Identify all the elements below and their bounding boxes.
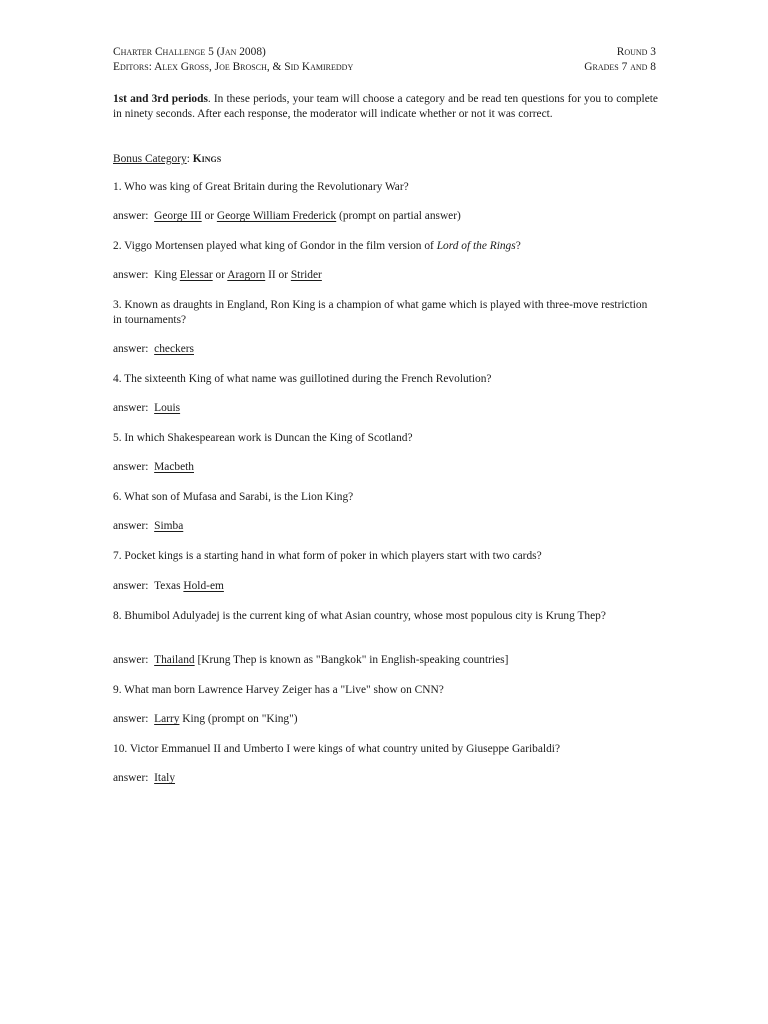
answer-8-primary: Thailand: [154, 654, 195, 666]
question-6: 6. What son of Mufasa and Sarabi, is the Lion King?: [113, 491, 354, 503]
answer-1-note: (prompt on partial answer): [336, 210, 461, 222]
answer-5-primary: Macbeth: [154, 461, 194, 473]
answer-7: [113, 579, 658, 594]
question-2-end: ?: [515, 240, 521, 252]
intro-bold: 1st and 3rd periods: [113, 93, 208, 105]
answer-2-prefix: King: [154, 269, 180, 281]
answer-3: [113, 342, 658, 357]
answer-4: [113, 401, 658, 416]
question-2-title: Lord of the Rings: [436, 240, 516, 252]
answer-label: answer:: [113, 461, 149, 473]
category-sep: :: [186, 153, 193, 165]
answer-7-prefix: Texas: [154, 580, 184, 592]
event-title: Charter Challenge 5 (Jan 2008): [113, 46, 266, 58]
answer-1-primary: George III: [154, 210, 202, 222]
question-8: 8. Bhumibol Adulyadej is the current king of what Asian country, whose most populous city is Krung Thep?: [113, 610, 606, 622]
question-4: 4. The sixteenth King of what name was guillotined during the French Revolution?: [113, 373, 492, 385]
answer-10-primary: Italy: [154, 772, 176, 784]
grades-label: Grades 7 and 8: [584, 61, 656, 73]
answer-3-primary: checkers: [154, 343, 194, 355]
answer-2-primary: Elessar: [179, 269, 213, 281]
answer-7-primary: Hold-em: [183, 580, 224, 592]
category-label: Bonus Category: [113, 153, 187, 165]
answer-label: answer:: [113, 210, 149, 222]
answer-9-primary: Larry: [154, 713, 180, 725]
answer-label: answer:: [113, 520, 149, 532]
answer-4-primary: Louis: [154, 402, 181, 414]
answer-2: [113, 268, 658, 283]
answer-10: [113, 771, 658, 786]
question-5: 5. In which Shakespearean work is Duncan the King of Scotland?: [113, 432, 413, 444]
answer-2-or1: or: [212, 269, 228, 281]
answer-label: answer:: [113, 343, 149, 355]
answer-6-primary: Simba: [154, 520, 184, 532]
answer-5: [113, 460, 658, 475]
round-label: Round 3: [616, 46, 656, 58]
answer-label: answer:: [113, 772, 149, 784]
answer-2-alt2: Strider: [290, 269, 322, 281]
answer-1: [113, 209, 658, 224]
question-9: 9. What man born Lawrence Harvey Zeiger has a "Live" show on CNN?: [113, 684, 444, 696]
answer-2-or2: II or: [265, 269, 291, 281]
answer-1-or: or: [201, 210, 217, 222]
answer-label: answer:: [113, 402, 149, 414]
header-row-2: [113, 60, 656, 75]
answer-label: answer:: [113, 580, 149, 592]
question-1: 1. Who was king of Great Britain during the Revolutionary War?: [113, 181, 409, 193]
editors-line: Editors: Alex Gross, Joe Brosch, & Sid Kamireddy: [113, 61, 354, 73]
answer-6: [113, 519, 658, 534]
answer-9: [113, 712, 658, 727]
question-7: 7. Pocket kings is a starting hand in what form of poker in which players start with two cards?: [113, 550, 542, 562]
answer-label: answer:: [113, 269, 149, 281]
question-2: [113, 239, 658, 254]
intro-text: . In these periods, your team will choose a category and be read ten questions for you to complete in ninety seconds. After each response, the moderator will indicate whether or not it was correct.: [113, 93, 658, 120]
category-name: Kings: [192, 153, 222, 165]
answer-label: answer:: [113, 713, 149, 725]
answer-8-note: [Krung Thep is known as "Bangkok" in English-speaking countries]: [194, 654, 509, 666]
header-row-1: [113, 45, 656, 60]
answer-8: [113, 653, 658, 668]
question-10: 10. Victor Emmanuel II and Umberto I were kings of what country united by Giuseppe Garibaldi?: [113, 743, 561, 755]
answer-label: answer:: [113, 654, 149, 666]
question-3: 3. Known as draughts in England, Ron King is a champion of what game which is played with three-move restriction in tournaments?: [113, 299, 648, 326]
answer-2-alt: Aragorn: [227, 269, 266, 281]
answer-1-alt: George William Frederick: [216, 210, 337, 222]
question-2-text: 2. Viggo Mortensen played what king of Gondor in the film version of: [113, 240, 437, 252]
category-line: [113, 152, 221, 167]
answer-9-note: King (prompt on "King"): [179, 713, 298, 725]
intro-paragraph: [113, 92, 658, 121]
